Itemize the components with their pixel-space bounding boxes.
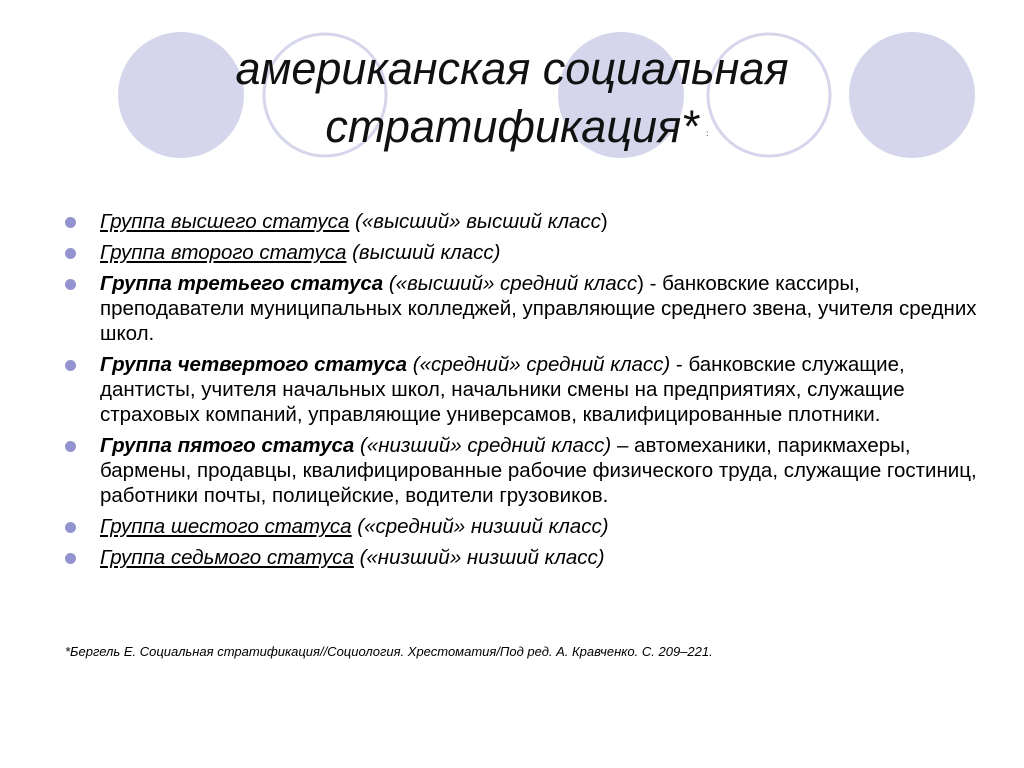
group-name: Группа второго статуса [100,241,347,264]
slide-title [140,40,884,156]
bullet-icon [65,279,76,290]
occupations: - банковские кассиры, преподаватели муниципальных колледжей, управляющие среднего звена, учителя средних школ. [100,272,977,345]
list-item [65,209,995,234]
group-name: Группа шестого статуса [100,515,352,538]
bullet-icon [65,441,76,452]
footnote: *Бергель Е. Социальная стратификация//Социология. Хрестоматия/Под ред. А. Кравченко. С. 209–221. [65,644,713,659]
list-item [65,545,995,570]
class-name: («средний» средний класс) [412,353,671,376]
title-mark: : [706,129,709,138]
bullet-icon [65,217,76,228]
title-line-1: американская социальная [235,43,789,94]
bullet-icon [65,248,76,259]
list-item [65,352,995,427]
group-name: Группа седьмого статуса [100,546,354,569]
title-line-2 [140,98,884,156]
class-name: («высший» высший класс [355,210,601,233]
paren-close: ) [637,272,644,295]
bullet-icon [65,522,76,533]
group-name: Группа пятого статуса [100,434,355,457]
class-name: («средний» низший класс) [357,515,609,538]
list-item [65,271,995,346]
status-group-list [65,209,995,576]
class-name: («высший» средний класс [388,272,638,295]
class-name: (высший класс) [352,241,501,264]
group-name: Группа четвертого статуса [100,353,408,376]
bullet-icon [65,553,76,564]
bullet-icon [65,360,76,371]
list-item [65,514,995,539]
list-item [65,433,995,508]
class-name: («низший» низший класс) [359,546,605,569]
occupations: - банковские служащие, дантисты, учителя начальных школ, начальники смены на предприятиях, служащие страховых компаний, управляющие универсамов, квалифицированные плотники. [100,353,905,426]
occupations: – автомеханики, парикмахеры, бармены, продавцы, квалифицированные рабочие физического труда, служащие гостиниц, работники почты, полицейские, водители грузовиков. [100,434,977,507]
class-name: («низший» средний класс) [359,434,612,457]
group-name: Группа третьего статуса [100,272,384,295]
list-item [65,240,995,265]
title-line-2-text: стратификация* [325,101,699,152]
paren-close: ) [600,210,608,233]
group-name: Группа высшего статуса [100,210,350,233]
